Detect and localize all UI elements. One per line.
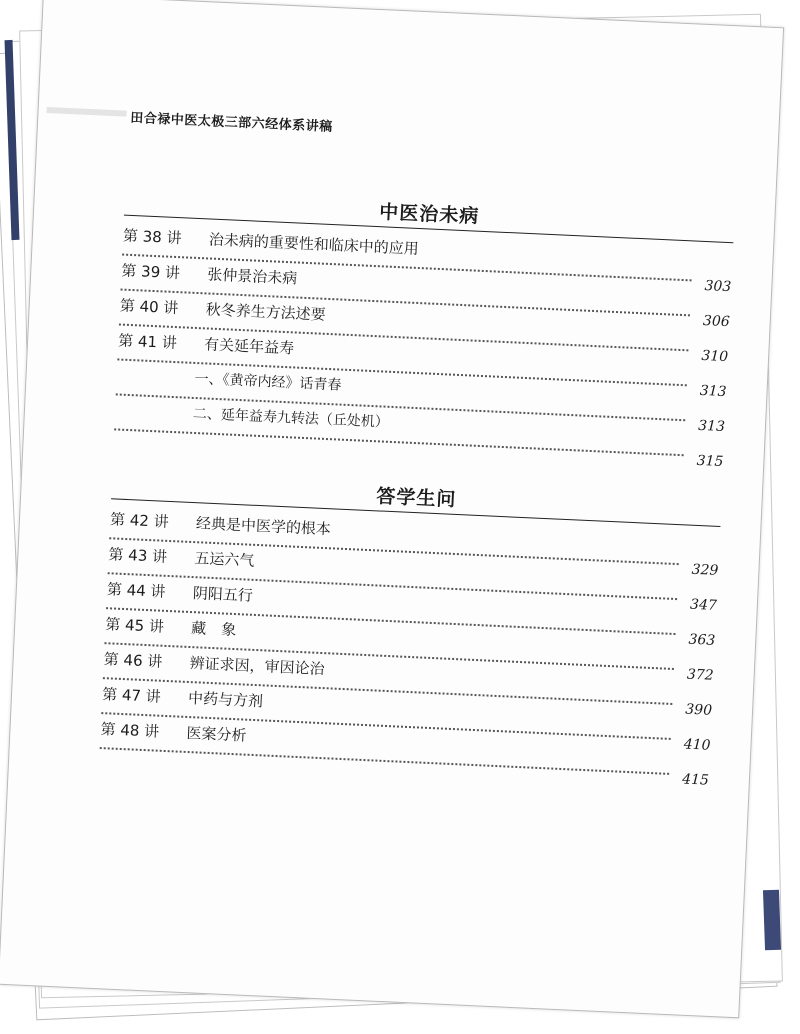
lecture-number: 第 45 讲: [104, 615, 165, 636]
section-title: 中医治未病: [378, 201, 480, 228]
page-number: 315: [696, 452, 724, 471]
page-number: 310: [701, 347, 729, 366]
dot-leader: [114, 428, 684, 456]
page-number: 347: [689, 596, 718, 614]
lecture-number: 第 46 讲: [103, 650, 163, 671]
dot-leader: [100, 747, 670, 775]
lecture-number: 第 40 讲: [119, 296, 179, 318]
page-number: 372: [686, 666, 714, 684]
entry-title: 有关延年益寿: [203, 335, 295, 358]
entry-title: 秋冬养生方法述要: [205, 300, 327, 324]
page-number: 303: [704, 278, 732, 296]
entry-title: 经典是中医学的根本: [195, 514, 332, 539]
lecture-number: 第 47 讲: [101, 685, 162, 706]
entry-title: 治未病的重要性和临床中的应用: [208, 230, 420, 258]
page-number: 329: [691, 561, 719, 579]
lecture-number: 第 38 讲: [122, 226, 182, 248]
cover-edge: [763, 890, 781, 951]
toc-section: [100, 470, 722, 789]
section-title: 答学生问: [375, 485, 457, 511]
page-number: 313: [699, 382, 727, 401]
page-number: 306: [702, 312, 731, 331]
entry-title: 中药与方剂: [187, 689, 264, 711]
page-number: 415: [681, 771, 710, 789]
lecture-number: 第 41 讲: [117, 331, 178, 353]
entry-title: 一、《黄帝内经》话青春: [194, 370, 342, 394]
entry-title: 藏 象: [190, 619, 237, 640]
entry-title: 二、延年益寿九转法（丘处机）: [192, 405, 390, 431]
toc-section: [114, 187, 735, 471]
page-number: 390: [684, 701, 713, 719]
entry-title: 阴阳五行: [192, 584, 254, 605]
page-number: 363: [688, 631, 716, 649]
page-number: 410: [683, 736, 711, 754]
lecture-number: 第 43 讲: [108, 545, 168, 566]
lecture-number: 第 39 讲: [120, 261, 181, 283]
entry-title: 医案分析: [186, 723, 247, 745]
lecture-number: 第 48 讲: [100, 720, 160, 741]
book-title: 田合禄中医太极三部六经体系讲稿: [129, 110, 333, 135]
page-number: 313: [697, 417, 726, 436]
entry-title: 五运六气: [194, 549, 255, 570]
lecture-number: 第 42 讲: [109, 510, 170, 531]
entry-title: 辨证求因，审因论治: [189, 654, 325, 679]
entry-title: 张仲景治未病: [206, 265, 298, 288]
lecture-number: 第 44 讲: [106, 580, 166, 601]
header-mark: [46, 107, 126, 117]
